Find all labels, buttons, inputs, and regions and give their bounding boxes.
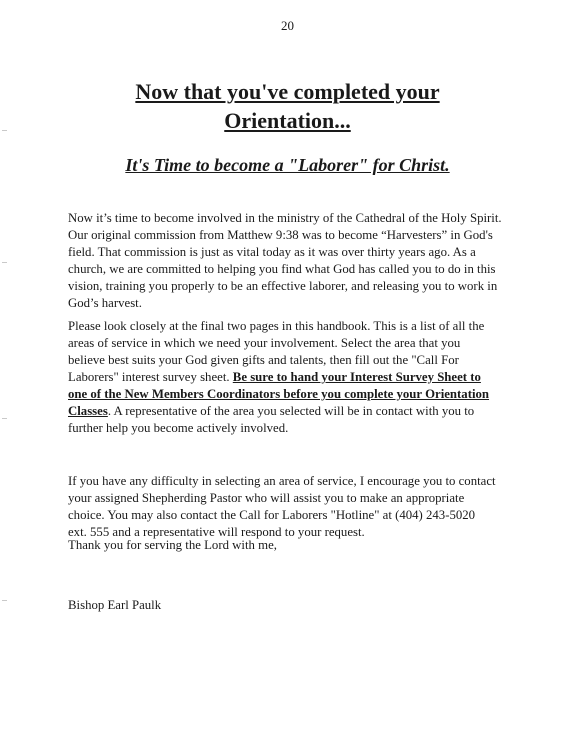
- page-subtitle: It's Time to become a "Laborer" for Christ.: [125, 155, 450, 175]
- paragraph-instructions: [68, 318, 523, 437]
- text-line: your assigned Shepherding Pastor who will assist you to make an appropriate: [68, 491, 465, 505]
- text-line: church, we are committed to helping you find what God has called you to do in this: [68, 262, 496, 276]
- paragraph-intro: [68, 210, 523, 312]
- page-number: 20: [281, 18, 294, 33]
- text-span: Laborers" interest survey sheet.: [68, 370, 233, 384]
- text-line: areas of service in which we need your involvement. Select the area that you: [68, 336, 461, 350]
- text-line: believe best suits your God given gifts and talents, then fill out the "Call For: [68, 353, 459, 367]
- text-line: choice. You may also contact the Call for Laborers "Hotline" at (404) 243-5020: [68, 508, 476, 522]
- text-line: [68, 369, 523, 386]
- page-title: [0, 77, 575, 135]
- text-line: field. That commission is just as vital today as it was over thirty years ago. As a: [68, 245, 476, 259]
- emphasis-text: one of the New Members Coordinators before you complete your Orientation: [68, 387, 490, 401]
- closing-line: Thank you for serving the Lord with me,: [68, 538, 277, 552]
- text-line: [68, 386, 523, 403]
- text-line: God’s harvest.: [68, 296, 142, 310]
- signature: Bishop Earl Paulk: [68, 598, 162, 612]
- scan-edge-mark: [2, 262, 7, 263]
- text-span: . A representative of the area you selected will be in contact with you to: [107, 404, 475, 418]
- text-line: ext. 555 and a representative will respond to your request.: [68, 525, 365, 539]
- text-line: vision, training you properly to be an effective laborer, and releasing you to work in: [68, 279, 498, 293]
- emphasis-text: Be sure to hand your Interest Survey Sheet to: [232, 370, 481, 384]
- text-line: [68, 403, 523, 420]
- title-line-2: Orientation...: [224, 108, 351, 133]
- paragraph-contact: [68, 473, 523, 541]
- text-line: Our original commission from Matthew 9:38 was to become “Harvesters” in God's: [68, 228, 493, 242]
- emphasis-text: Classes: [68, 404, 108, 418]
- text-line: further help you become actively involved.: [68, 421, 289, 435]
- text-line: Please look closely at the final two pages in this handbook. This is a list of all the: [68, 319, 485, 333]
- text-line: Now it’s time to become involved in the ministry of the Cathedral of the Holy Spirit.: [68, 211, 502, 225]
- scan-edge-mark: [2, 130, 7, 131]
- title-line-1: Now that you've completed your: [135, 79, 440, 104]
- scan-edge-mark: [2, 418, 7, 419]
- scan-edge-mark: [2, 600, 7, 601]
- text-line: If you have any difficulty in selecting an area of service, I encourage you to contact: [68, 474, 496, 488]
